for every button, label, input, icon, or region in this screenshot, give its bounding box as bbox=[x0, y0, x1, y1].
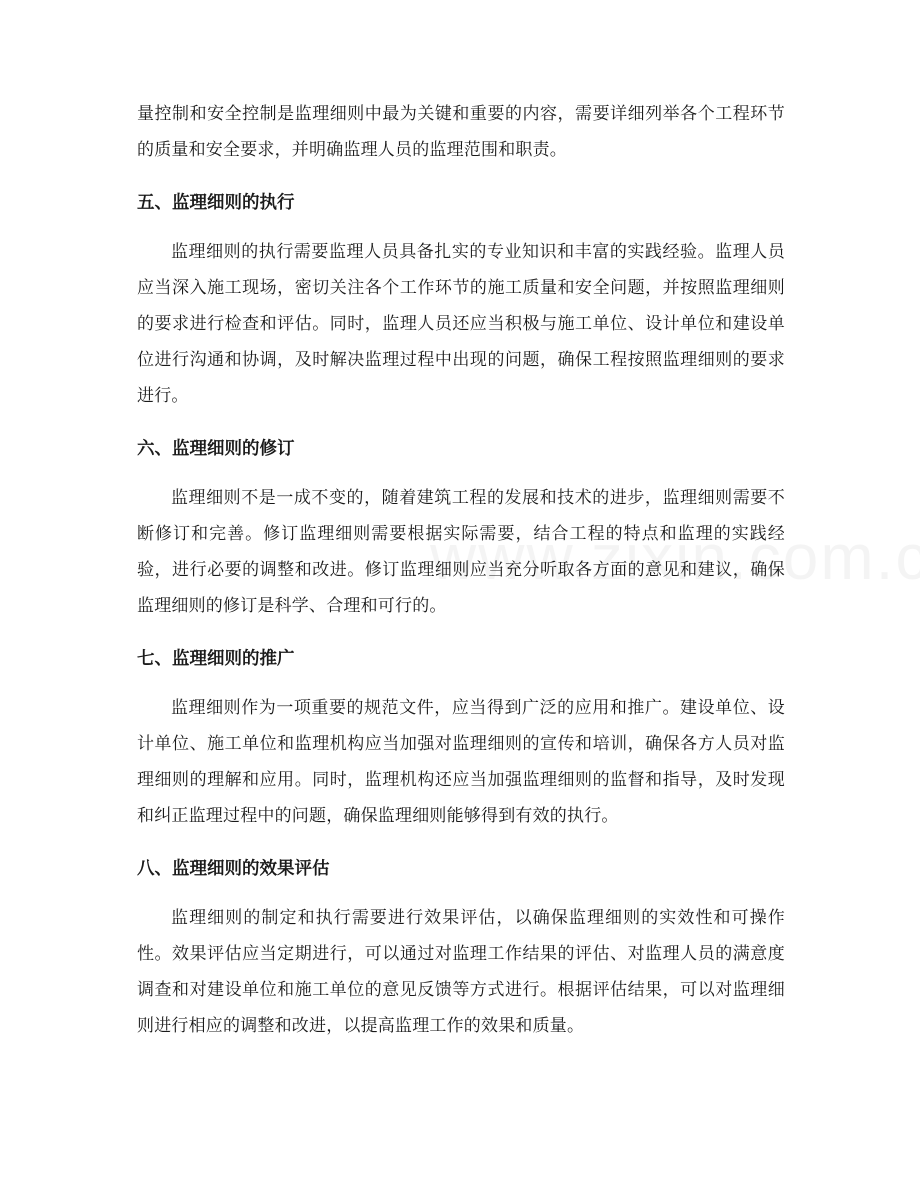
section-6 bbox=[137, 434, 785, 624]
section-7 bbox=[137, 644, 785, 834]
document-body bbox=[137, 96, 785, 1044]
section-heading: 八、监理细则的效果评估 bbox=[137, 859, 330, 879]
section-heading: 六、监理细则的修订 bbox=[137, 439, 295, 459]
intro-paragraph: 量控制和安全控制是监理细则中最为关键和重要的内容，需要详细列举各个工程环节的质量和安全要求，并明确监理人员的监理范围和职责。 bbox=[137, 104, 785, 160]
section-paragraph: 监理细则的制定和执行需要进行效果评估，以确保监理细则的实效性和可操作性。效果评估应当定期进行，可以通过对监理工作结果的评估、对监理人员的满意度调查和对建设单位和施工单位的意见反馈等方式进行。根据评估结果，可以对监理细则进行相应的调整和改进，以提高监理工作的效果和质量。 bbox=[137, 908, 785, 1036]
section-heading: 七、监理细则的推广 bbox=[137, 649, 295, 669]
section-paragraph: 监理细则不是一成不变的，随着建筑工程的发展和技术的进步，监理细则需要不断修订和完善。修订监理细则需要根据实际需要，结合工程的特点和监理的实践经验，进行必要的调整和改进。修订监理细则应当充分听取各方面的意见和建议，确保监理细则的修订是科学、合理和可行的。 bbox=[137, 488, 785, 616]
section-heading: 五、监理细则的执行 bbox=[137, 193, 295, 213]
section-paragraph: 监理细则的执行需要监理人员具备扎实的专业知识和丰富的实践经验。监理人员应当深入施工现场，密切关注各个工作环节的施工质量和安全问题，并按照监理细则的要求进行检查和评估。同时，监理人员还应当积极与施工单位、设计单位和建设单位进行沟通和协调，及时解决监理过程中出现的问题，确保工程按照监理细则的要求进行。 bbox=[137, 242, 785, 406]
section-8 bbox=[137, 854, 785, 1044]
section-paragraph: 监理细则作为一项重要的规范文件，应当得到广泛的应用和推广。建设单位、设计单位、施工单位和监理机构应当加强对监理细则的宣传和培训，确保各方人员对监理细则的理解和应用。同时，监理机构还应当加强监理细则的监督和指导，及时发现和纠正监理过程中的问题，确保监理细则能够得到有效的执行。 bbox=[137, 698, 785, 826]
section-5 bbox=[137, 188, 785, 414]
